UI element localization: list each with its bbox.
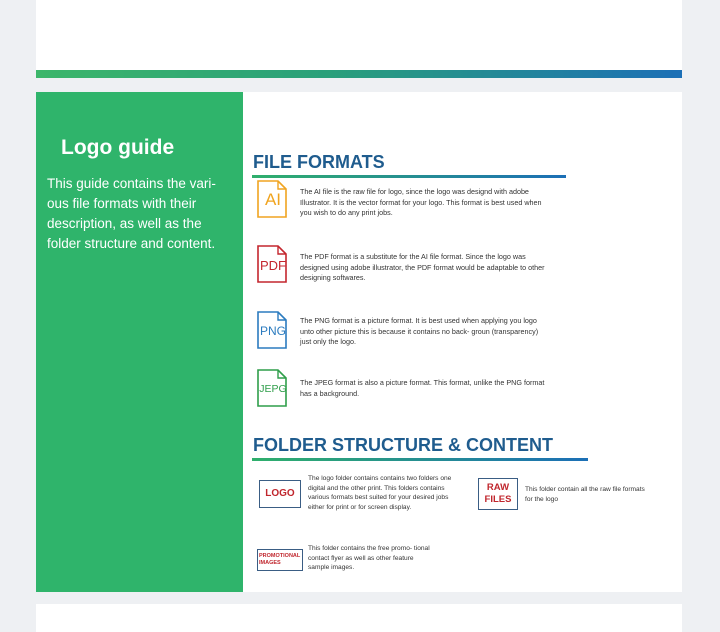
file-formats-heading: FILE FORMATS bbox=[253, 152, 385, 172]
promotional-images-folder-description: This folder contains the free promo- tional contact flyer as well as other feature sample images. bbox=[308, 545, 430, 572]
guide-description: This guide contains the vari- ous file formats with their description, as well as the folder structure and content. bbox=[47, 176, 216, 251]
logo-folder-box: LOGO bbox=[259, 480, 301, 508]
logo-folder-description: The logo folder contains contains two folders one digital and the other print. This folders contains various formats best suited for your desired jobs either for print or for screen display. bbox=[308, 475, 452, 511]
raw-files-folder-description: This folder contain all the raw file formats for the logo bbox=[525, 486, 645, 503]
jpeg-file-icon: JEPG bbox=[257, 369, 287, 407]
ai-format-description: The AI file is the raw file for logo, since the logo was designd with adobe Illustrator. It is the vector format for your logo. This format is best used when you wish to do any print jobs. bbox=[300, 187, 542, 217]
png-file-icon: PNG bbox=[257, 311, 287, 349]
pdf-format-description: The PDF format is a substitute for the AI file format. Since the logo was designed using adobe illustrator, the PDF format would be adaptable to other designing softwares. bbox=[300, 252, 545, 282]
next-page bbox=[36, 604, 682, 632]
previous-page bbox=[36, 0, 682, 78]
folder-structure-heading: FOLDER STRUCTURE & CONTENT bbox=[253, 435, 553, 455]
page-title: Logo guide bbox=[61, 136, 175, 159]
ai-file-icon: AI bbox=[257, 180, 287, 218]
jpeg-format-description: The JPEG format is also a picture format. This format, unlike the PNG format has a background. bbox=[300, 378, 545, 398]
pdf-file-icon: PDF bbox=[257, 245, 287, 283]
document-page bbox=[36, 92, 682, 592]
raw-files-folder-box: RAW FILES bbox=[478, 478, 518, 510]
file-formats-underline bbox=[252, 175, 566, 178]
header-gradient-bar bbox=[36, 70, 682, 78]
sidebar-panel bbox=[36, 92, 243, 592]
promotional-images-folder-box: PROMOTIONAL IMAGES bbox=[257, 549, 303, 571]
png-format-description: The PNG format is a picture format. It is best used when applying you logo unto other picture this is because it contains no back- groun (transparency) just only the logo. bbox=[300, 316, 539, 346]
folder-structure-underline bbox=[252, 458, 588, 461]
